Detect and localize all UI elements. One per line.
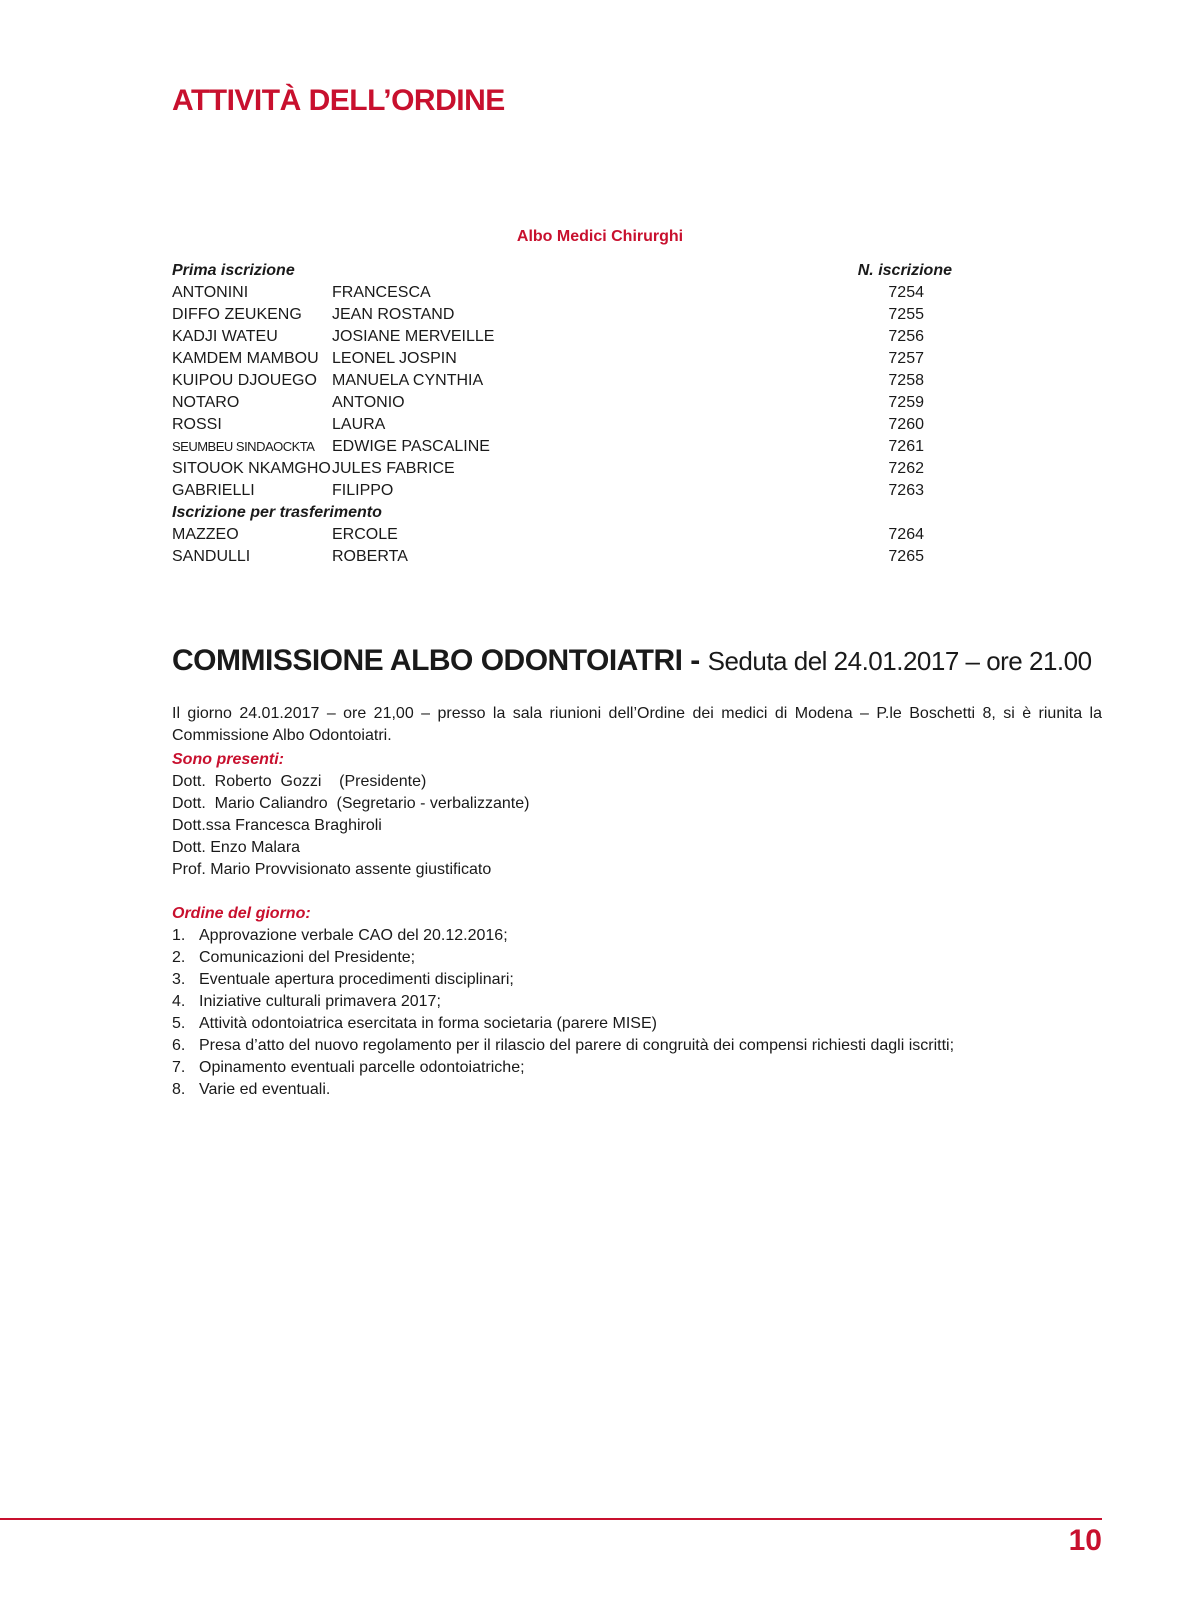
agenda-list — [172, 925, 954, 1101]
first-name: EDWIGE PASCALINE — [332, 438, 490, 455]
item-text: Attività odontoiatrica esercitata in forma societaria (parere MISE) — [199, 1015, 657, 1032]
table-row — [172, 436, 952, 458]
registration-number: 7255 — [888, 306, 924, 323]
list-item: Dott. Enzo Malara — [172, 839, 301, 856]
item-text: Approvazione verbale CAO del 20.12.2016; — [199, 927, 508, 944]
transfer-registration-header — [172, 502, 952, 524]
item-text: Opinamento eventuali parcelle odontoiatriche; — [199, 1059, 525, 1076]
registration-number: 7265 — [888, 548, 924, 565]
registration-number: 7258 — [888, 372, 924, 389]
first-name: JOSIANE MERVEILLE — [332, 328, 495, 345]
list-item: Dott. Mario Caliandro (Segretario - verbalizzante) — [172, 795, 530, 812]
registration-number-header: N. iscrizione — [857, 262, 952, 279]
item-text: Presa d’atto del nuovo regolamento per il rilascio del parere di congruità dei compensi richiesti dagli iscritti; — [199, 1037, 955, 1054]
item-text: Varie ed eventuali. — [199, 1081, 331, 1098]
item-text: Eventuale apertura procedimenti disciplinari; — [199, 971, 514, 988]
registration-number: 7261 — [888, 438, 924, 455]
list-item — [172, 1057, 954, 1079]
first-registration-header: Prima iscrizione — [172, 262, 295, 279]
table-row — [172, 370, 952, 392]
surname: KAMDEM MAMBOU — [172, 350, 319, 367]
transfer-registration-label: Iscrizione per trasferimento — [172, 504, 382, 521]
registration-number: 7260 — [888, 416, 924, 433]
list-item — [172, 1079, 954, 1101]
item-text: Iniziative culturali primavera 2017; — [199, 993, 441, 1010]
albo-title: Albo Medici Chirurghi — [516, 228, 684, 245]
item-number: 2. — [172, 949, 186, 966]
surname: MAZZEO — [172, 526, 239, 543]
table-row — [172, 304, 952, 326]
item-number: 8. — [172, 1081, 186, 1098]
item-text: Comunicazioni del Presidente; — [199, 949, 416, 966]
commission-title-main: COMMISSIONE ALBO ODONTOIATRI - — [172, 644, 708, 677]
item-number: 3. — [172, 971, 186, 988]
registry-header — [172, 260, 952, 282]
surname: SITOUOK NKAMGHO — [172, 460, 331, 477]
table-row — [172, 348, 952, 370]
table-row — [172, 524, 952, 546]
surname: DIFFO ZEUKENG — [172, 306, 302, 323]
list-item — [172, 947, 954, 969]
list-item — [172, 1035, 954, 1057]
first-name: ROBERTA — [332, 548, 408, 565]
surname: GABRIELLI — [172, 482, 255, 499]
first-name: JEAN ROSTAND — [332, 306, 455, 323]
registry-table — [172, 260, 952, 568]
first-name: FILIPPO — [332, 482, 394, 499]
list-item: Dott.ssa Francesca Braghiroli — [172, 817, 382, 834]
item-number: 6. — [172, 1037, 186, 1054]
surname: KADJI WATEU — [172, 328, 278, 345]
first-name: MANUELA CYNTHIA — [332, 372, 484, 389]
registration-number: 7264 — [888, 526, 924, 543]
surname: ANTONINI — [172, 284, 249, 301]
item-number: 1. — [172, 927, 186, 944]
footer-divider — [0, 1518, 1102, 1520]
registration-number: 7262 — [888, 460, 924, 477]
item-number: 7. — [172, 1059, 186, 1076]
list-item — [172, 1013, 954, 1035]
page-number: 10 — [1068, 1524, 1102, 1557]
present-label: Sono presenti: — [172, 751, 285, 768]
first-name: JULES FABRICE — [332, 460, 455, 477]
list-item — [172, 969, 954, 991]
table-row — [172, 414, 952, 436]
first-name: ERCOLE — [332, 526, 398, 543]
table-row — [172, 546, 952, 568]
surname: KUIPOU DJOUEGO — [172, 372, 317, 389]
registration-number: 7254 — [888, 284, 924, 301]
table-row — [172, 458, 952, 480]
list-item — [172, 925, 954, 947]
item-number: 4. — [172, 993, 186, 1010]
list-item: Prof. Mario Provvisionato assente giustificato — [172, 861, 492, 878]
registration-number: 7259 — [888, 394, 924, 411]
commission-session-date: Seduta del 24.01.2017 – ore 21.00 — [707, 646, 1092, 676]
first-name: ANTONIO — [332, 394, 405, 411]
surname: ROSSI — [172, 416, 222, 433]
list-item: Dott. Roberto Gozzi (Presidente) — [172, 773, 427, 790]
item-number: 5. — [172, 1015, 186, 1032]
table-row — [172, 480, 952, 502]
table-row — [172, 282, 952, 304]
registration-number: 7256 — [888, 328, 924, 345]
first-name: LEONEL JOSPIN — [332, 350, 457, 367]
section-title: ATTIVITÀ DELL’ORDINE — [172, 84, 505, 117]
registration-number: 7263 — [888, 482, 924, 499]
surname: SEUMBEU SINDAOCKTA — [172, 439, 315, 454]
first-name: FRANCESCA — [332, 284, 431, 301]
first-name: LAURA — [332, 416, 386, 433]
surname: NOTARO — [172, 394, 240, 411]
registration-number: 7257 — [888, 350, 924, 367]
attendee-list — [172, 771, 529, 881]
agenda-label: Ordine del giorno: — [172, 905, 311, 922]
commission-title — [172, 644, 1102, 678]
table-row — [172, 326, 952, 348]
table-row — [172, 392, 952, 414]
meeting-intro: Il giorno 24.01.2017 – ore 21,00 – presso la sala riunioni dell’Ordine dei medici di Modena – P.le Boschetti 8, si è riunita la Commissione Albo Odontoiatri. — [172, 705, 1102, 744]
surname: SANDULLI — [172, 548, 251, 565]
list-item — [172, 991, 954, 1013]
